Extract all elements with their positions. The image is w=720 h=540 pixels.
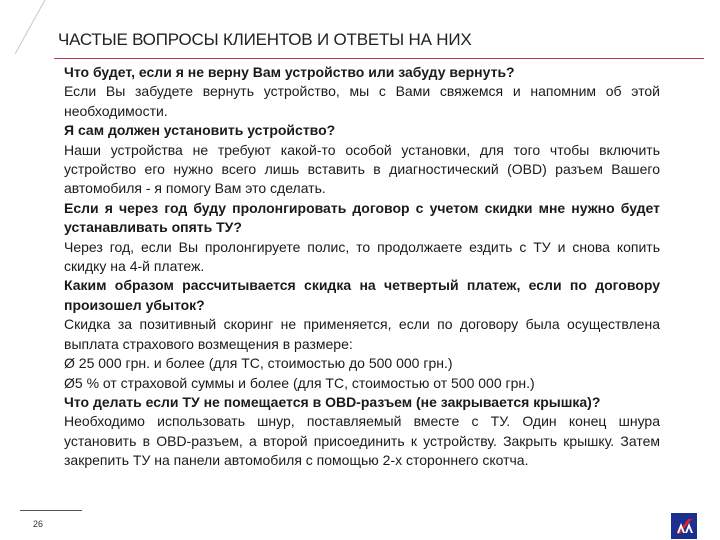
faq-question: Если я через год буду пролонгировать договор с учетом скидки мне нужно будет устанавливать опять ТУ? [64,199,660,236]
faq-answer-bullet: Ø 25 000 грн. и более (для ТС, стоимостью до 500 000 грн.) [64,355,453,372]
faq-list [64,63,660,471]
faq-answer: Если Вы забудете вернуть устройство, мы с Вами свяжемся и напомним об этой необходимости. [64,83,660,119]
faq-answer: Скидка за позитивный скоринг не применяется, если по договору была осуществлена выплата страхового возмещения в размере: [64,316,660,352]
faq-answer-bullet: Ø5 % от страховой суммы и более (для ТС, стоимостью от 500 000 грн.) [64,374,535,391]
faq-answer: Необходимо использовать шнур, поставляемый вместе с ТУ. Один конец шнура установить в OBD-разъем, а второй присоединить к устройству. Закрыть крышку. Затем закрепить ТУ на панели автомобиля с помощью 2-х стороннего скотча. [64,413,660,469]
faq-question: Что делать если ТУ не помещается в OBD-разъем (не закрывается крышка)? [64,393,601,410]
faq-question: Каким образом рассчитывается скидка на четвертый платеж, если по договору произошел убыток? [64,277,660,313]
title-underline [54,58,704,59]
faq-answer: Наши устройства не требуют какой-то особой установки, для того чтобы включить устройство его нужно всего лишь вставить в диагностический (OBD) разъем Вашего автомобиля - я помогу Вам это сделать. [64,141,660,197]
footer-rule [20,510,82,511]
faq-answer: Через год, если Вы пролонгируете полис, то продолжаете ездить с ТУ и снова копить скидку на 4-й платеж. [64,238,660,275]
page-title: ЧАСТЫЕ ВОПРОСЫ КЛИЕНТОВ И ОТВЕТЫ НА НИХ [58,30,472,49]
page-number: 26 [33,519,44,529]
axa-logo-icon [671,513,697,539]
faq-question: Что будет, если я не верну Вам устройство или забуду вернуть? [64,64,515,80]
faq-question: Я сам должен установить устройство? [64,122,336,139]
title-slash-decoration [12,0,48,54]
